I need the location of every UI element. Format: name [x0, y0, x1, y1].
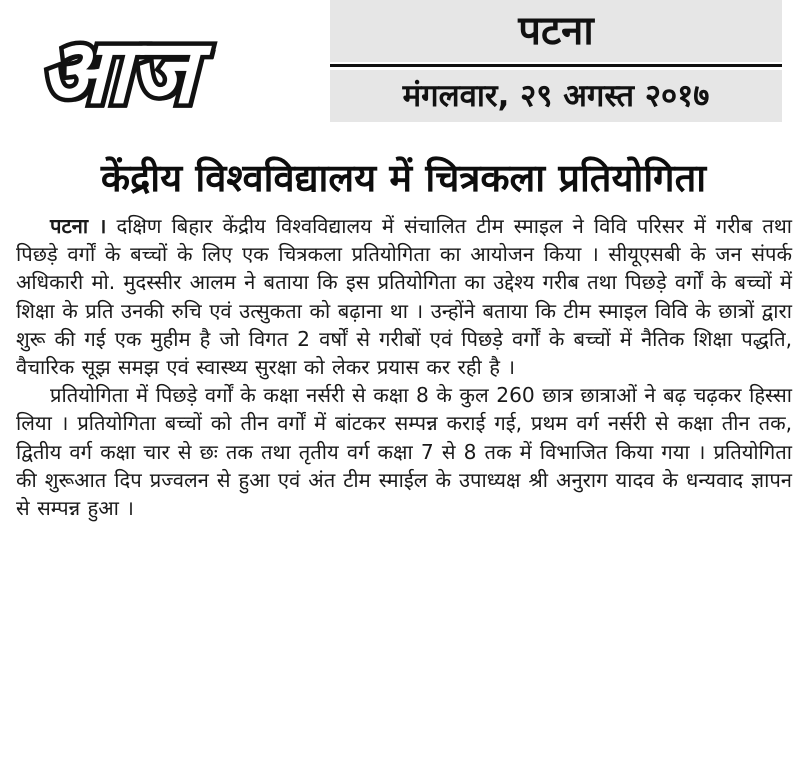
paragraph-2-text: प्रतियोगिता में पिछड़े वर्गों के कक्षा नर्सरी से कक्षा 8 के कुल 260 छात्र छात्राओं ने बढ़ चढ़कर हिस्सा लिया । प्रतियोगिता बच्चों को तीन वर्गों में बांटकर सम्पन्न कराई गई, प्रथम वर्ग नर्सरी से कक्षा तीन तक, द्वितीय वर्ग कक्षा चार से छः तक तथा तृतीय वर्ग कक्षा 7 से 8 तक में विभाजित किया गया । प्रतियोगिता की शुरूआत दिप प्रज्वलन से हुआ एवं अंत टीम स्माईल के उपाध्यक्ष श्री अनुराग यादव के धन्यवाद ज्ञापन से सम्पन्न हुआ ।: [16, 383, 792, 521]
date-banner: [330, 70, 782, 122]
article-paragraph-1: [16, 212, 792, 381]
edition-city: पटना: [518, 8, 594, 54]
paragraph-1-text: दक्षिण बिहार केंद्रीय विश्वविद्यालय में संचालित टीम स्माइल ने विवि परिसर में गरीब तथा पिछड़े वर्गों के बच्चों के लिए एक चित्रकला प्रतियोगिता का आयोजन किया । सीयूएसबी के जन संपर्क अधिकारी मो. मुदस्सीर आलम ने बताया कि इस प्रतियोगिता का उद्देश्य गरीब तथा पिछड़े वर्गों के बच्चों में शिक्षा के प्रति उनकी रुचि एवं उत्सुकता को बढ़ाना था । उन्होंने बताया कि टीम स्माइल विवि के छात्रों द्वारा शुरू की गई एक मुहीम है जो विगत 2 वर्षों से गरीबों एवं पिछड़े वर्गों के बच्चों में नैतिक शिक्षा पद्धति, वैचारिक सूझ समझ एवं स्वास्थ्य सुरक्षा को लेकर प्रयास कर रही है ।: [16, 214, 792, 380]
article-dateline: पटना ।: [50, 214, 107, 238]
edition-banner: [330, 0, 782, 62]
article-headline: केंद्रीय विश्वविद्यालय में चित्रकला प्रतियोगिता: [100, 156, 707, 200]
masthead-divider: [330, 64, 782, 67]
article-body: [16, 212, 792, 522]
article-paragraph-2: [16, 381, 792, 522]
publication-date: मंगलवार, २९ अगस्त २०१७: [402, 78, 710, 114]
newspaper-logo: आज: [40, 22, 196, 122]
